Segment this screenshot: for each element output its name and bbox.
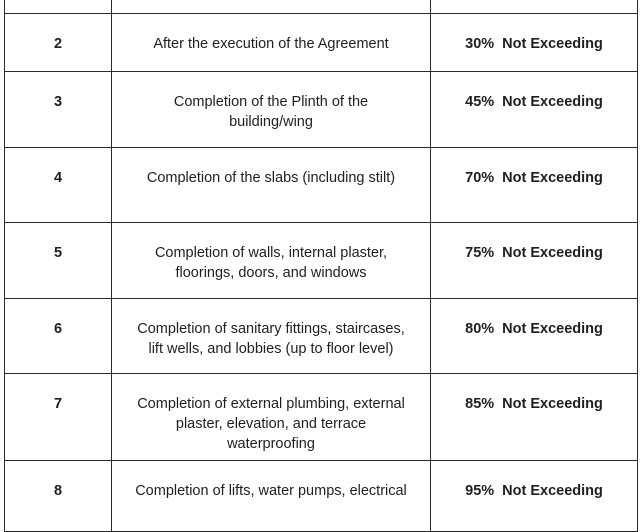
payment-cell — [431, 223, 638, 299]
row-number-cell — [5, 14, 112, 72]
payment-limit: Not Exceeding — [502, 245, 603, 261]
payment-cell — [431, 299, 638, 374]
stage-line: waterproofing — [227, 436, 315, 452]
table-cell — [112, 0, 431, 14]
payment-percent: 80% — [465, 321, 495, 337]
stage-cell — [112, 148, 431, 223]
row-number: 3 — [53, 94, 63, 110]
payment-cell — [431, 461, 638, 532]
row-number: 8 — [53, 483, 63, 499]
row-number-cell — [5, 461, 112, 532]
payment-cell — [431, 374, 638, 461]
row-number: 6 — [53, 321, 63, 337]
stage-line: Completion of walls, internal plaster, — [154, 245, 388, 261]
payment-cell — [431, 72, 638, 148]
payment-schedule-table-wrapper — [4, 0, 636, 532]
stage-cell — [112, 223, 431, 299]
stage-line: Completion of the slabs (including stilt) — [146, 170, 396, 186]
payment-schedule-table — [4, 0, 638, 532]
stage-line: lift wells, and lobbies (up to floor level) — [148, 341, 394, 357]
row-number: 2 — [53, 36, 63, 52]
payment-limit: Not Exceeding — [502, 36, 603, 52]
table-row — [5, 148, 638, 223]
payment-percent: 85% — [465, 396, 495, 412]
payment-percent: 45% — [465, 94, 495, 110]
row-number-cell — [5, 72, 112, 148]
payment-cell — [431, 14, 638, 72]
stage-cell — [112, 461, 431, 532]
stage-line: Completion of lifts, water pumps, electrical — [135, 483, 407, 499]
table-row — [5, 374, 638, 461]
payment-percent: 95% — [465, 483, 495, 499]
table-row — [5, 72, 638, 148]
row-number-cell — [5, 223, 112, 299]
stage-line: Completion of external plumbing, external — [137, 396, 405, 412]
table-row-partial-top — [5, 0, 638, 14]
payment-limit: Not Exceeding — [502, 321, 603, 337]
payment-percent: 30% — [465, 36, 495, 52]
payment-limit: Not Exceeding — [502, 396, 603, 412]
table-row — [5, 461, 638, 532]
stage-line: plaster, elevation, and terrace — [175, 416, 367, 432]
stage-line: building/wing — [229, 114, 313, 130]
row-number: 4 — [53, 170, 63, 186]
stage-cell — [112, 72, 431, 148]
stage-cell — [112, 374, 431, 461]
payment-cell — [431, 148, 638, 223]
stage-line: Completion of sanitary fittings, staircases, — [137, 321, 405, 337]
table-cell — [5, 0, 112, 14]
row-number: 5 — [53, 245, 63, 261]
table-row — [5, 299, 638, 374]
payment-percent: 75% — [465, 245, 495, 261]
table-row — [5, 223, 638, 299]
row-number: 7 — [53, 396, 63, 412]
row-number-cell — [5, 374, 112, 461]
stage-line: Completion of the Plinth of the — [173, 94, 369, 110]
stage-cell — [112, 14, 431, 72]
table-row — [5, 14, 638, 72]
row-number-cell — [5, 148, 112, 223]
payment-limit: Not Exceeding — [502, 170, 603, 186]
stage-cell — [112, 299, 431, 374]
stage-line: After the execution of the Agreement — [153, 36, 389, 52]
stage-line: floorings, doors, and windows — [175, 265, 367, 281]
payment-percent: 70% — [465, 170, 495, 186]
row-number-cell — [5, 299, 112, 374]
payment-limit: Not Exceeding — [502, 94, 603, 110]
payment-limit: Not Exceeding — [502, 483, 603, 499]
table-cell — [431, 0, 638, 14]
